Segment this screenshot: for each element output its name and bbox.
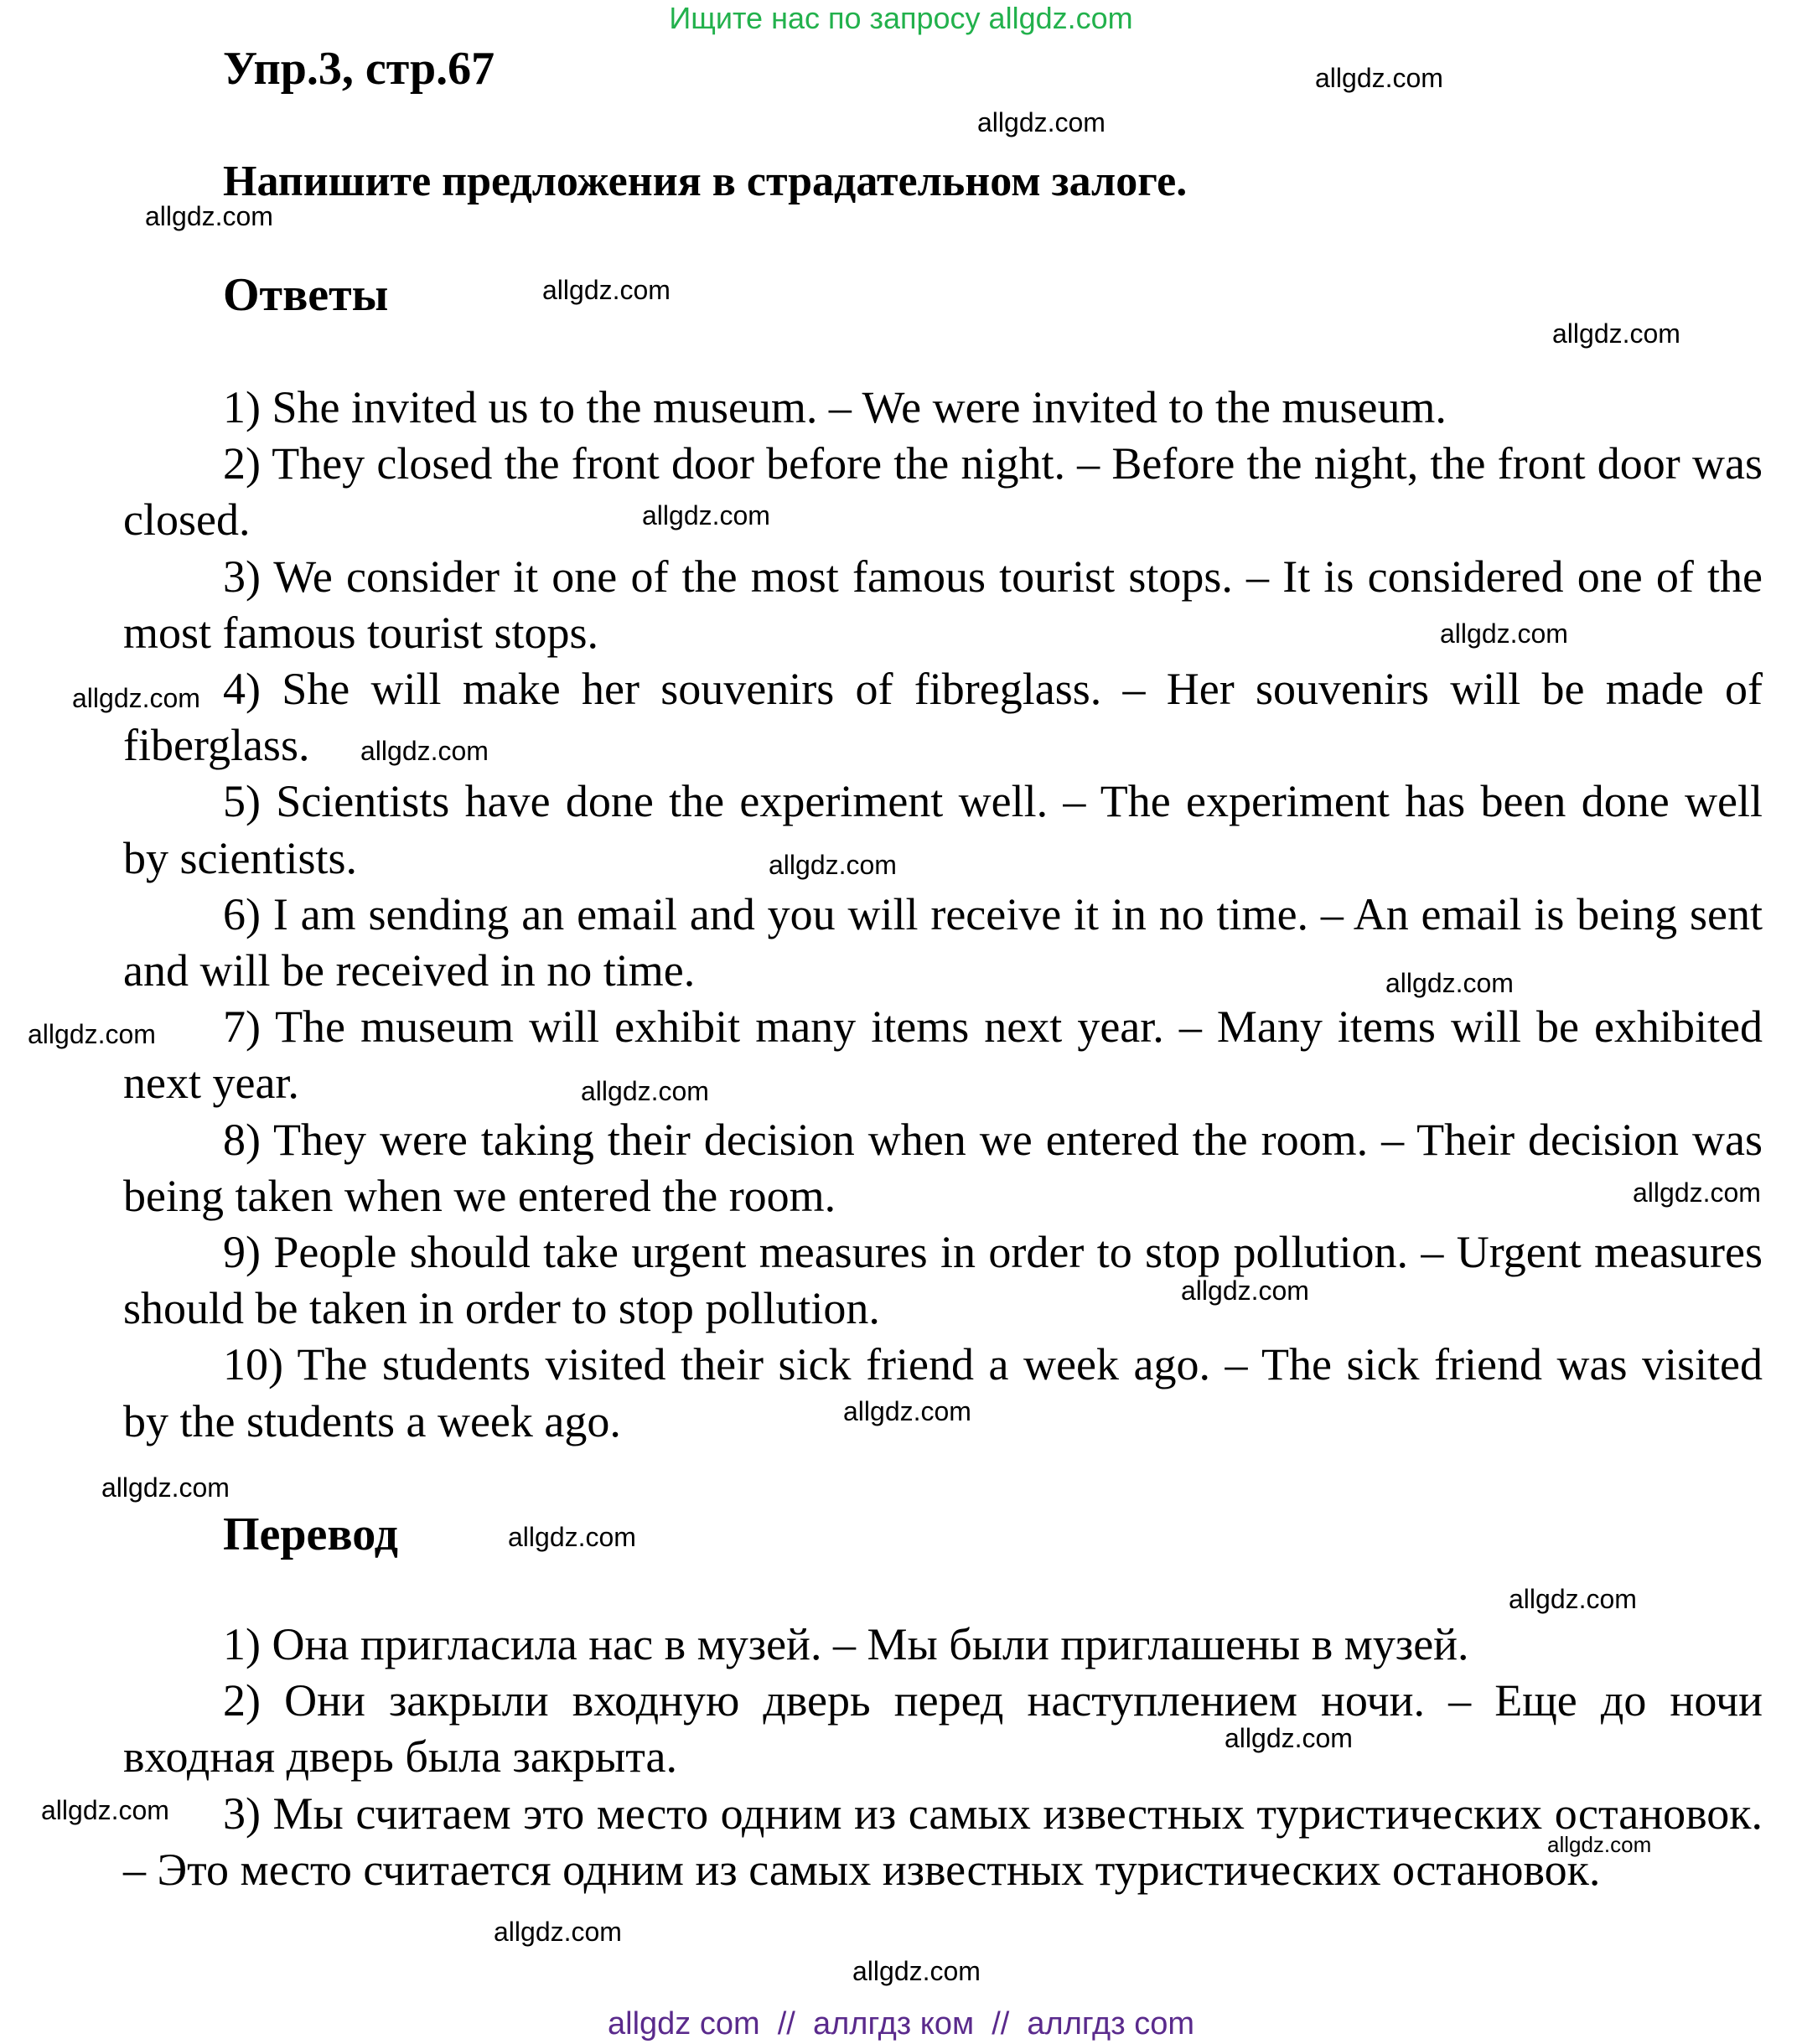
watermark: allgdz.com (852, 1956, 981, 1986)
answer-item-4: 4) She will make her souvenirs of fibreglass. – Her souvenirs will be made of fiberglass. (123, 664, 1763, 771)
watermark: allgdz.com (1547, 1832, 1652, 1857)
watermark: allgdz.com (508, 1522, 636, 1552)
exercise-title: Упр.3, стр.67 (223, 43, 495, 95)
answer-item-8: 8) They were taking their decision when we entered the room. – Their decision was being taken when we entered the room. (123, 1114, 1763, 1221)
watermark: allgdz.com (1315, 63, 1443, 93)
watermark: allgdz.com (977, 107, 1106, 137)
watermark: allgdz.com (28, 1019, 156, 1049)
answer-item-2: 2) They closed the front door before the night. – Before the night, the front door was closed. (123, 438, 1763, 546)
top-banner[interactable]: Ищите нас по запросу allgdz.com (669, 1, 1133, 35)
watermark: allgdz.com (642, 500, 770, 530)
watermark: allgdz.com (494, 1917, 622, 1947)
watermark: allgdz.com (1509, 1584, 1637, 1614)
answer-item-7: 7) The museum will exhibit many items next year. – Many items will be exhibited next year. (123, 1001, 1763, 1109)
watermark: allgdz.com (360, 736, 489, 766)
answer-item-6: 6) I am sending an email and you will receive it in no time. – An email is being sent and will be received in no time. (123, 888, 1763, 996)
watermark: allgdz.com (1225, 1723, 1353, 1753)
watermark: allgdz.com (41, 1795, 169, 1825)
watermark: allgdz.com (1181, 1276, 1309, 1306)
footer-links[interactable]: allgdz com // аллгдз ком // аллгдз com (608, 2006, 1194, 2041)
translation-heading: Перевод (223, 1508, 398, 1560)
watermark: allgdz.com (542, 275, 671, 305)
answers-heading: Ответы (223, 269, 389, 321)
watermark: allgdz.com (1440, 618, 1568, 649)
exercise-instruction: Напишите предложения в страдательном залоге. (223, 158, 1188, 205)
watermark: allgdz.com (1552, 318, 1680, 349)
translation-item-3: 3) Мы считаем это место одним из самых известных туристических остановок. – Это место считается одним из самых известных туристических остановок. (123, 1788, 1763, 1895)
answer-item-10: 10) The students visited their sick friend a week ago. – The sick friend was visited by the students a week ago. (123, 1339, 1763, 1446)
answer-item-9: 9) People should take urgent measures in order to stop pollution. – Urgent measures should be taken in order to stop pollution. (123, 1227, 1763, 1334)
answer-item-1: 1) She invited us to the museum. – We were invited to the museum. (223, 382, 1447, 432)
translation-list (123, 1617, 1763, 1898)
watermark: allgdz.com (581, 1076, 709, 1106)
watermark: allgdz.com (145, 201, 273, 231)
answers-list (123, 380, 1763, 1450)
answer-item-5: 5) Scientists have done the experiment well. – The experiment has been done well by scientists. (123, 776, 1763, 883)
watermark: allgdz.com (769, 850, 897, 880)
watermark: allgdz.com (1385, 968, 1514, 998)
watermark: allgdz.com (1633, 1177, 1761, 1208)
translation-item-2: 2) Они закрыли входную дверь перед наступлением ночи. – Еще до ночи входная дверь была закрыта. (123, 1675, 1763, 1783)
answer-item-3: 3) We consider it one of the most famous tourist stops. – It is considered one of the most famous tourist stops. (123, 551, 1763, 658)
watermark: allgdz.com (72, 683, 200, 713)
watermark: allgdz.com (843, 1396, 971, 1426)
translation-item-1: 1) Она пригласила нас в музей. – Мы были приглашены в музей. (223, 1619, 1469, 1669)
watermark: allgdz.com (101, 1472, 230, 1503)
